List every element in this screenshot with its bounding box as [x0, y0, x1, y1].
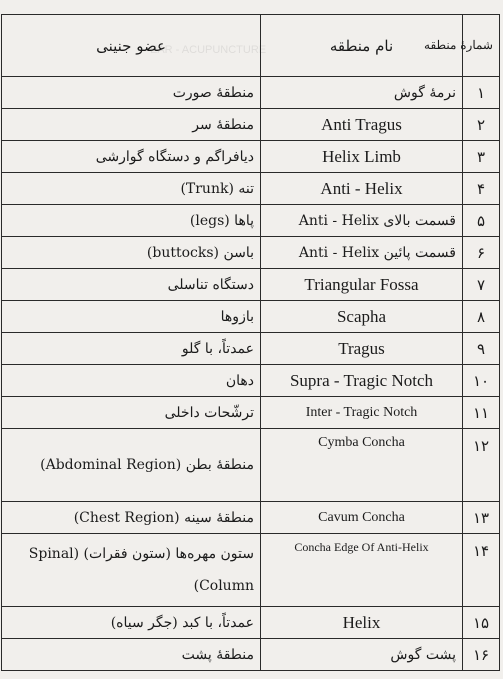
table-row [2, 639, 500, 671]
table-row [2, 365, 500, 397]
bleed-through-text: EAR - ACUPUNCTURE [150, 44, 267, 56]
zone-name: Tragus [261, 333, 463, 365]
table-row [2, 397, 500, 429]
zone-number: ۵ [463, 205, 500, 237]
zone-number-header: شمارهٔ منطقه [463, 15, 500, 77]
zone-number: ۹ [463, 333, 500, 365]
embryonic-organ: دیافراگم و دستگاه گوارشی [2, 141, 261, 173]
table-row [2, 141, 500, 173]
table-row [2, 269, 500, 301]
table-row [2, 333, 500, 365]
zone-name: Inter - Tragic Notch [261, 397, 463, 429]
table-row [2, 77, 500, 109]
embryonic-organ: عمدتاً، با کبد (جگر سیاه) [2, 607, 261, 639]
zone-name: نرمهٔ گوش [261, 77, 463, 109]
embryonic-organ: پاها (legs) [2, 205, 261, 237]
embryonic-organ: منطقهٔ پشت [2, 639, 261, 671]
zone-number: ۴ [463, 173, 500, 205]
zone-number: ۱۲ [463, 429, 500, 502]
table-row [2, 429, 500, 502]
zone-number: ۷ [463, 269, 500, 301]
table-row [2, 534, 500, 607]
zone-name: Concha Edge Of Anti-Helix [261, 534, 463, 607]
embryonic-organ: منطقهٔ سر [2, 109, 261, 141]
embryonic-organ: تنه (Trunk) [2, 173, 261, 205]
embryonic-organ: بازوها [2, 301, 261, 333]
embryonic-organ: ستون مهره‌ها (ستون فقرات) (Spinal Column) [2, 534, 261, 607]
zone-name: قسمت بالای Anti - Helix [261, 205, 463, 237]
zone-name: قسمت پائین Anti - Helix [261, 237, 463, 269]
embryonic-organ: دهان [2, 365, 261, 397]
zone-name: Anti Tragus [261, 109, 463, 141]
embryonic-organ: منطقهٔ بطن (Abdominal Region) [2, 429, 261, 502]
table-header-row [2, 15, 500, 77]
embryonic-organ: باسن (buttocks) [2, 237, 261, 269]
zone-name-header: نام منطقه [261, 15, 463, 77]
zone-name: پشت گوش [261, 639, 463, 671]
table-row [2, 173, 500, 205]
zone-name: Helix Limb [261, 141, 463, 173]
zone-number: ۱۰ [463, 365, 500, 397]
embryonic-organ: منطقهٔ سینه (Chest Region) [2, 502, 261, 534]
table-row [2, 205, 500, 237]
zone-name: Cavum Concha [261, 502, 463, 534]
zone-number: ۱ [463, 77, 500, 109]
zone-name: Anti - Helix [261, 173, 463, 205]
zone-number: ۱۵ [463, 607, 500, 639]
table-row [2, 237, 500, 269]
zone-number: ۱۴ [463, 534, 500, 607]
zone-name: Cymba Concha [261, 429, 463, 502]
embryonic-organ-header: عضو جنینی [2, 15, 261, 77]
zone-number: ۳ [463, 141, 500, 173]
zone-number: ۶ [463, 237, 500, 269]
zone-name: Helix [261, 607, 463, 639]
embryonic-organ: دستگاه تناسلی [2, 269, 261, 301]
table-row [2, 607, 500, 639]
table-row [2, 301, 500, 333]
zone-number: ۱۶ [463, 639, 500, 671]
table-row [2, 502, 500, 534]
ear-zones-table [1, 14, 500, 671]
zone-name: Supra - Tragic Notch [261, 365, 463, 397]
embryonic-organ: منطقهٔ صورت [2, 77, 261, 109]
zone-number: ۲ [463, 109, 500, 141]
table-row [2, 109, 500, 141]
embryonic-organ: عمدتاً، با گلو [2, 333, 261, 365]
zone-name: Triangular Fossa [261, 269, 463, 301]
zone-number: ۱۱ [463, 397, 500, 429]
zone-name: Scapha [261, 301, 463, 333]
embryonic-organ: ترشّحات داخلی [2, 397, 261, 429]
zone-number: ۸ [463, 301, 500, 333]
zone-number: ۱۳ [463, 502, 500, 534]
